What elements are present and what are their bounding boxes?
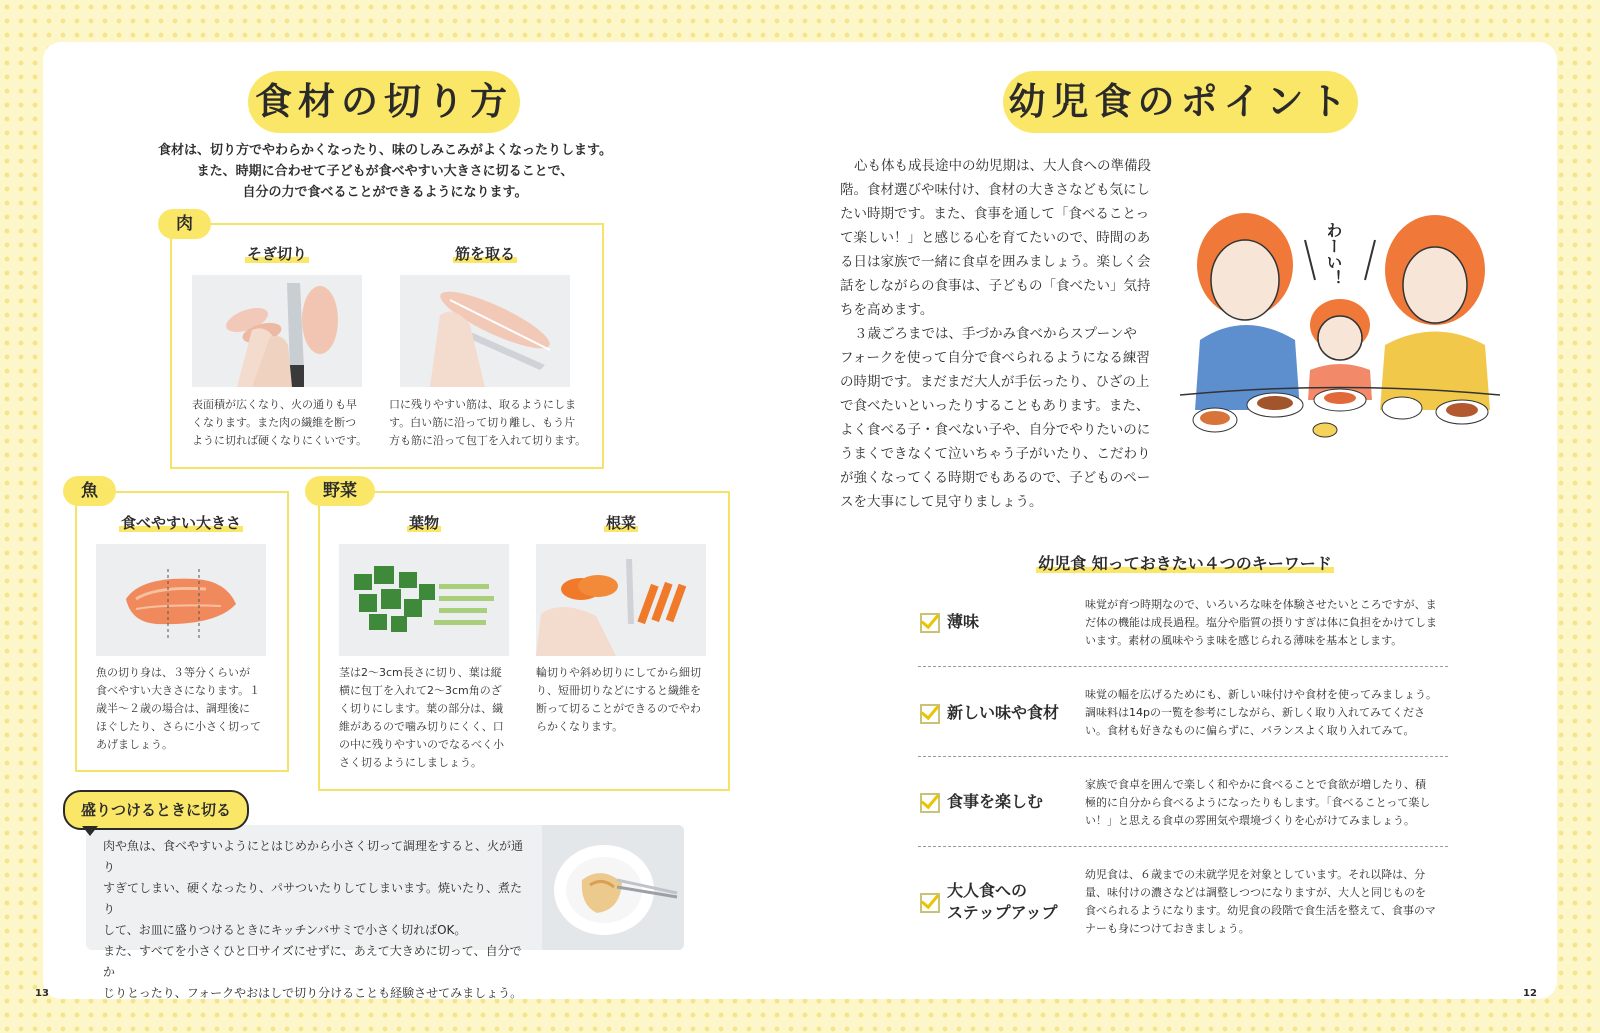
vegetable-item-title: 根菜 (605, 514, 636, 532)
checkbox-icon (920, 613, 940, 633)
checkbox-icon (920, 893, 940, 913)
right-body: 心も体も成長途中の幼児期は、大人食への準備段 階。食材選びや味付け、食材の大きさなども気にし たい時期です。また、食事を通して「食べることっ て楽しい！」と感じる心を育てたいので、時間のあ る日は家族で一緒に食卓を囲みましょう。楽しく会 話をしながらの食事は、子どもの「食べたい」気持 ちを高めます。 ３歳ごろまでは、手づかみ食べからスプーンや フォークを使って自分で食べられるようになる練習 の時期です。まだまだ大人が手伝ったり、ひざの上 で食べたいといったりすることもあります。また、 よく食べる子・食べない子や、自分でやりたいのに うまくできなくて泣いちゃう子がいたり、こだわり が強くなってくる時期でもあるので、子どものペー スを大事にして見守りましょう。 (840, 158, 1151, 510)
page-number-right: 12 (1523, 988, 1537, 999)
left-intro: 食材は、切り方でやわらかくなったり、味のしみこみがよくなったりします。 また、時期に合わせて子どもが食べやすい大きさに切ることで、 自分の力で食べることができるようになります。 (158, 143, 612, 200)
photo-sogigiri (192, 275, 362, 387)
fish-tag: 魚 (63, 476, 116, 506)
photo-plate (542, 825, 684, 950)
keyword-text: 味覚の幅を広げるためにも、新しい味付けや食材を使ってみましょう。 調味料は14pの一覧を参考にしながら、新しく取り入れてみてくださ い。食材も好きなものに偏らずに、バランスよく取り入れてみて。 (1085, 688, 1437, 737)
divider (918, 756, 1448, 757)
left-title: 食材の切り方 (248, 71, 520, 133)
vegetable-caption: 茎は2～3cm長さに切り、葉は縦 横に包丁を入れて2～3cm角のざ く切りにします。葉の部分は、繊 維があるので噛み切りにくく、口 の中に残りやすいのでなるべく小 さく切るようにしましょう。 (339, 666, 504, 769)
family-illustration (1180, 200, 1500, 450)
vegetable-item-title: 葉物 (408, 514, 439, 532)
checkbox-icon (920, 793, 940, 813)
meat-item-title: 筋を取る (454, 245, 515, 263)
fish-item-title: 食べやすい大きさ (120, 514, 241, 532)
right-title: 幼児食のポイント (1003, 71, 1358, 133)
keyword-name: 食事を楽しむ (947, 792, 1044, 811)
page-number-left: 13 (35, 988, 49, 999)
keyword-text: 家族で食卓を囲んで楽しく和やかに食べることで食欲が増したり、積 極的に自分から食べるようになったりもします。「食べることって楽し い！」と思える食卓の雰囲気や環境づくりを心がけてみましょう。 (1085, 778, 1431, 827)
keyword-text: 幼児食は、６歳までの未就学児を対象としています。それ以降は、分 量、味付けの濃さなどは調整しつつになりますが、大人と同じものを 食べられるようになります。幼児食の段階で食生活を整えて、食事のマ ナーも身につけておきましょう。 (1085, 868, 1436, 935)
vegetable-tag: 野菜 (305, 476, 375, 506)
speech-tail-icon (82, 826, 98, 836)
tip-text: 肉や魚は、食べやすいようにとはじめから小さく切って調理をすると、火が通り すぎてしまい、硬くなったり、パサついたりしてしまいます。焼いたり、煮たり して、お皿に盛りつけるときにキッチンバサミで小さく切ればOK。 また、すべてを小さくひと口サイズにせずに、あえて大きめに切って、自分でか じりとったり、フォークやおはしで切り分けることも経験させてみましょう。 (103, 839, 524, 1000)
keyword-name: 大人食への ステップアップ (947, 881, 1058, 922)
vegetable-caption: 輪切りや斜め切りにしてから細切 り、短冊切りなどにすると繊維を 断って切ることができるのでやわ らかくなります。 (536, 666, 701, 733)
divider (918, 846, 1448, 847)
photo-salmon (96, 544, 266, 656)
divider (918, 666, 1448, 667)
photo-sujitori (400, 275, 570, 387)
fish-caption: 魚の切り身は、３等分くらいが 食べやすい大きさになります。１ 歳半～２歳の場合は、調理後に ほぐしたり、さらに小さく切って あげましょう。 (96, 666, 261, 751)
keyword-name: 薄味 (947, 612, 980, 631)
meat-caption: 口に残りやすい筋は、取るようにしま す。白い筋に沿って切り離し、もう片 方も筋に沿って包丁を入れて切ります。 (389, 398, 587, 447)
meat-tag: 肉 (158, 209, 211, 239)
tip-title: 盛りつけるときに切る (63, 790, 249, 830)
meat-caption: 表面積が広くなり、火の通りも早 くなります。また肉の繊維を断つ ように切れば硬くなりにくいです。 (192, 398, 368, 447)
illustration-text: わーい！ (1324, 222, 1343, 286)
checkbox-icon (920, 704, 940, 724)
photo-carrot (536, 544, 706, 656)
keyword-name: 新しい味や食材 (947, 703, 1060, 722)
meat-item-title: そぎ切り (246, 245, 307, 263)
photo-greens (339, 544, 509, 656)
keywords-title: 幼児食 知っておきたい４つのキーワード (1038, 554, 1332, 573)
keyword-text: 味覚が育つ時期なので、いろいろな味を体験させたいところですが、ま だ体の機能は成長過程。塩分や脂質の摂りすぎは体に負担をかけてしま います。素材の風味やうま味を感じられる薄味を基本とします。 (1085, 598, 1437, 647)
